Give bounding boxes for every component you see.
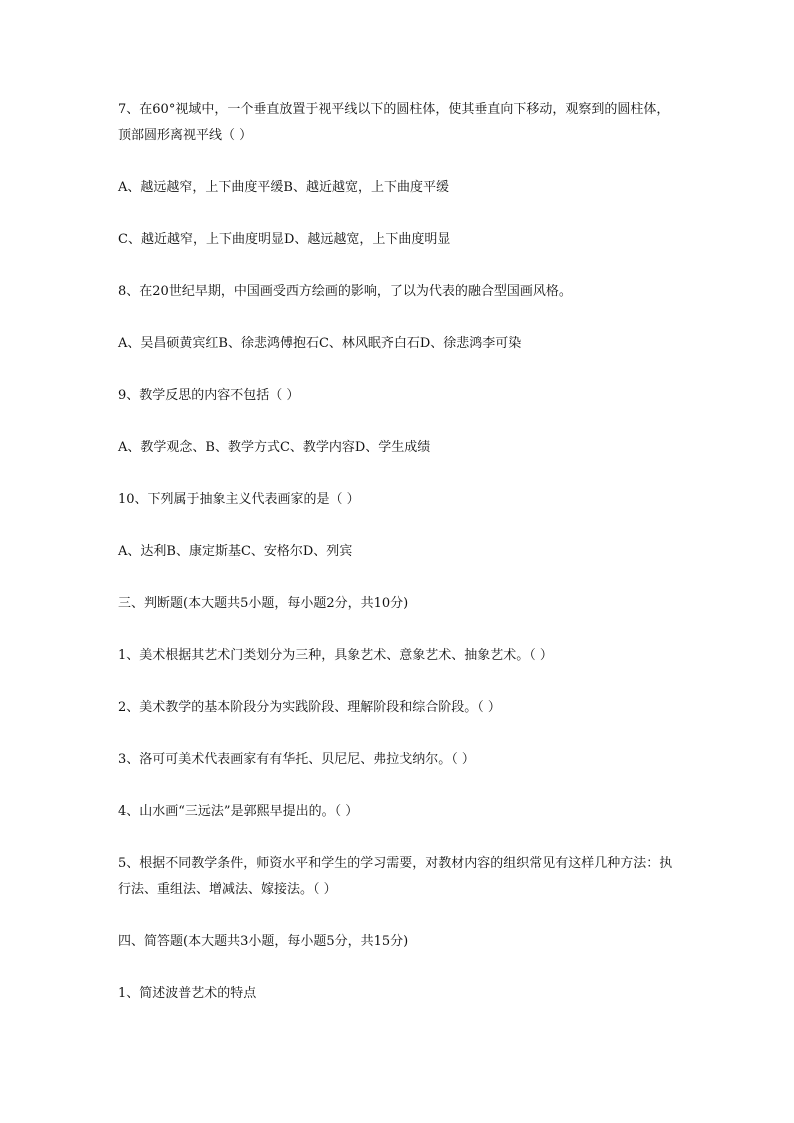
question-8: 8、在20世纪早期，中国画受西方绘画的影响，了以为代表的融合型国画风格。 — [118, 284, 572, 299]
question-9-options: A、教学观念、B、教学方式C、教学内容D、学生成绩 — [118, 440, 431, 455]
question-10: 10、下列属于抽象主义代表画家的是（ ） — [118, 492, 360, 507]
question-7-options-ab: A、越远越窄，上下曲度平缓B、越近越宽，上下曲度平缓 — [118, 180, 449, 195]
judgment-item-1: 1、美术根据其艺术门类划分为三种，具象艺术、意象艺术、抽象艺术。（ ） — [118, 648, 553, 663]
judgment-item-5: 5、根据不同教学条件，师资水平和学生的学习需要，对教材内容的组织常见有这样几种方法：执行法、重组法、增减法、嫁接法。（ ） — [118, 856, 673, 897]
question-9: 9、教学反思的内容不包括（ ） — [118, 388, 300, 403]
question-8-options: A、吴昌硕黄宾红B、徐悲鸿傅抱石C、林风眠齐白石D、徐悲鸿李可染 — [118, 336, 522, 351]
judgment-item-3: 3、洛可可美术代表画家有有华托、贝尼尼、弗拉戈纳尔。（ ） — [118, 752, 475, 767]
short-answer-item-1: 1、简述波普艺术的特点 — [118, 986, 257, 1001]
section-short-answer-title: 四、简答题(本大题共3小题，每小题5分，共15分) — [118, 934, 409, 949]
question-7-options-cd: C、越近越窄，上下曲度明显D、越远越宽，上下曲度明显 — [118, 232, 451, 247]
judgment-item-2: 2、美术教学的基本阶段分为实践阶段、理解阶段和综合阶段。（ ） — [118, 700, 501, 715]
section-judgment-title: 三、判断题(本大题共5小题，每小题2分，共10分) — [118, 596, 409, 611]
question-7: 7、在60°视域中，一个垂直放置于视平线以下的圆柱体，使其垂直向下移动，观察到的圆柱体，顶部圆形离视平线（ ） — [118, 102, 670, 143]
question-10-options: A、达利B、康定斯基C、安格尔D、列宾 — [118, 544, 353, 559]
judgment-item-4: 4、山水画“三远法”是郭熙早提出的。（ ） — [118, 804, 359, 819]
